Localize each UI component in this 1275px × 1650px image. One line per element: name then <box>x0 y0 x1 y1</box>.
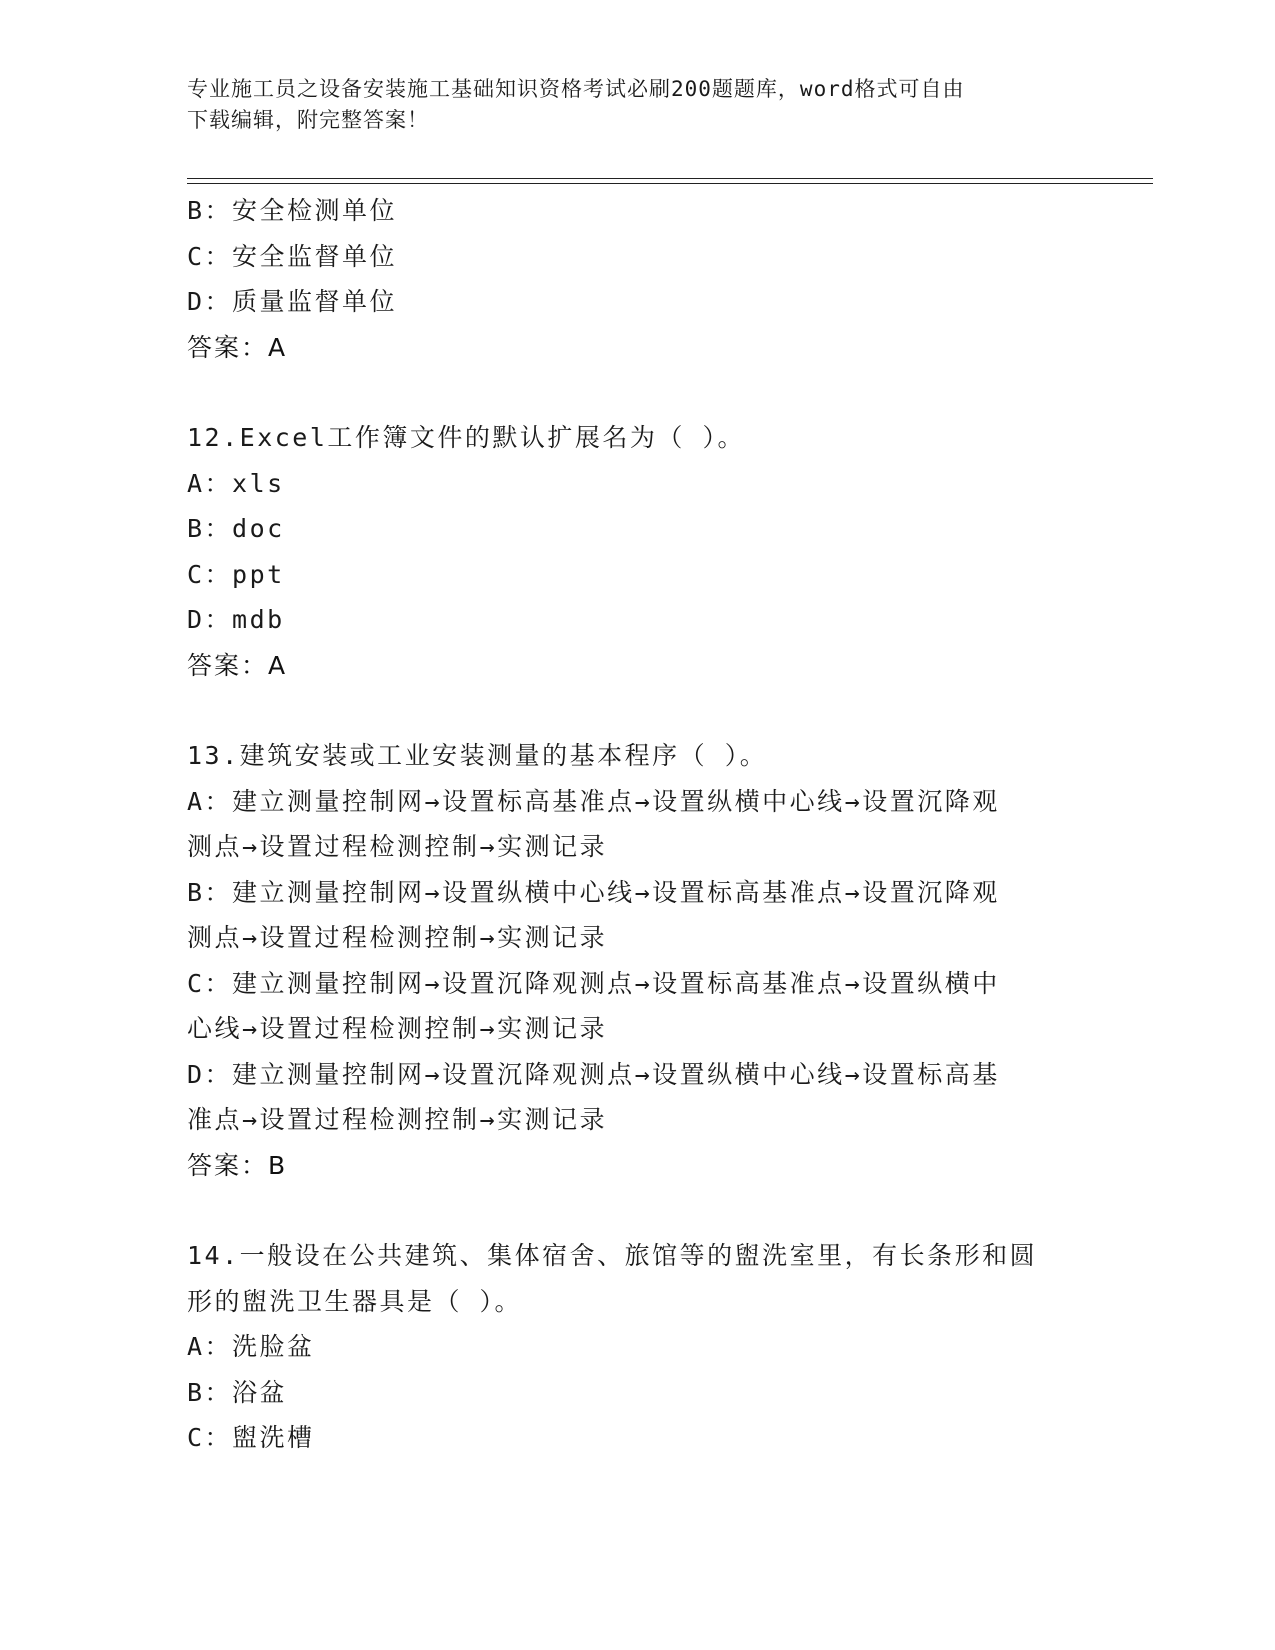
question-stem: 13.建筑安装或工业安装测量的基本程序（ ）。 <box>187 741 768 770</box>
question-spacer <box>187 688 1087 733</box>
question-spacer <box>187 1188 1087 1233</box>
option-b-continued: 测点→设置过程检测控制→实测记录 <box>187 923 608 952</box>
option-a: A：建立测量控制网→设置标高基准点→设置纵横中心线→设置沉降观 <box>187 786 1000 816</box>
option-b: B：doc <box>187 514 285 543</box>
option-c: C：建立测量控制网→设置沉降观测点→设置标高基准点→设置纵横中 <box>187 968 1000 998</box>
option-d: D：建立测量控制网→设置沉降观测点→设置纵横中心线→设置标高基 <box>187 1059 1000 1089</box>
header-divider-bottom <box>187 183 1153 184</box>
option-d-continued: 准点→设置过程检测控制→实测记录 <box>187 1105 608 1134</box>
question-content <box>187 188 1087 1461</box>
header-title-line-1: 专业施工员之设备安装施工基础知识资格考试必刷200题题库，word格式可自由 <box>187 77 965 101</box>
header-divider-top <box>187 178 1153 179</box>
answer-line: 答案：A <box>187 650 288 680</box>
question-stem: 14.一般设在公共建筑、集体宿舍、旅馆等的盥洗室里，有长条形和圆 <box>187 1241 1038 1270</box>
option-b: B：浴盆 <box>187 1377 288 1407</box>
option-c: C：ppt <box>187 559 285 589</box>
answer-line: 答案：A <box>187 332 288 362</box>
option-c: C：安全监督单位 <box>187 241 398 271</box>
question-12 <box>187 415 1087 688</box>
question-11-continued <box>187 188 1087 370</box>
option-a: A：洗脸盆 <box>187 1332 315 1361</box>
option-c-continued: 心线→设置过程检测控制→实测记录 <box>187 1014 608 1043</box>
question-13 <box>187 733 1087 1188</box>
option-b: B：安全检测单位 <box>187 196 398 225</box>
option-a: A：xls <box>187 468 285 498</box>
answer-line: 答案：B <box>187 1150 288 1180</box>
option-a-continued: 测点→设置过程检测控制→实测记录 <box>187 832 608 861</box>
option-d: D：mdb <box>187 605 285 634</box>
option-c: C：盥洗槽 <box>187 1423 315 1452</box>
question-stem-continued: 形的盥洗卫生器具是（ ）。 <box>187 1286 523 1316</box>
option-d: D：质量监督单位 <box>187 287 398 316</box>
option-b: B：建立测量控制网→设置纵横中心线→设置标高基准点→设置沉降观 <box>187 877 1000 907</box>
header-title-line-2: 下载编辑，附完整答案！ <box>187 108 429 132</box>
question-stem: 12.Excel工作簿文件的默认扩展名为（ ）。 <box>187 423 745 452</box>
question-spacer <box>187 370 1087 415</box>
page-header <box>187 74 1067 136</box>
question-14 <box>187 1233 1087 1461</box>
